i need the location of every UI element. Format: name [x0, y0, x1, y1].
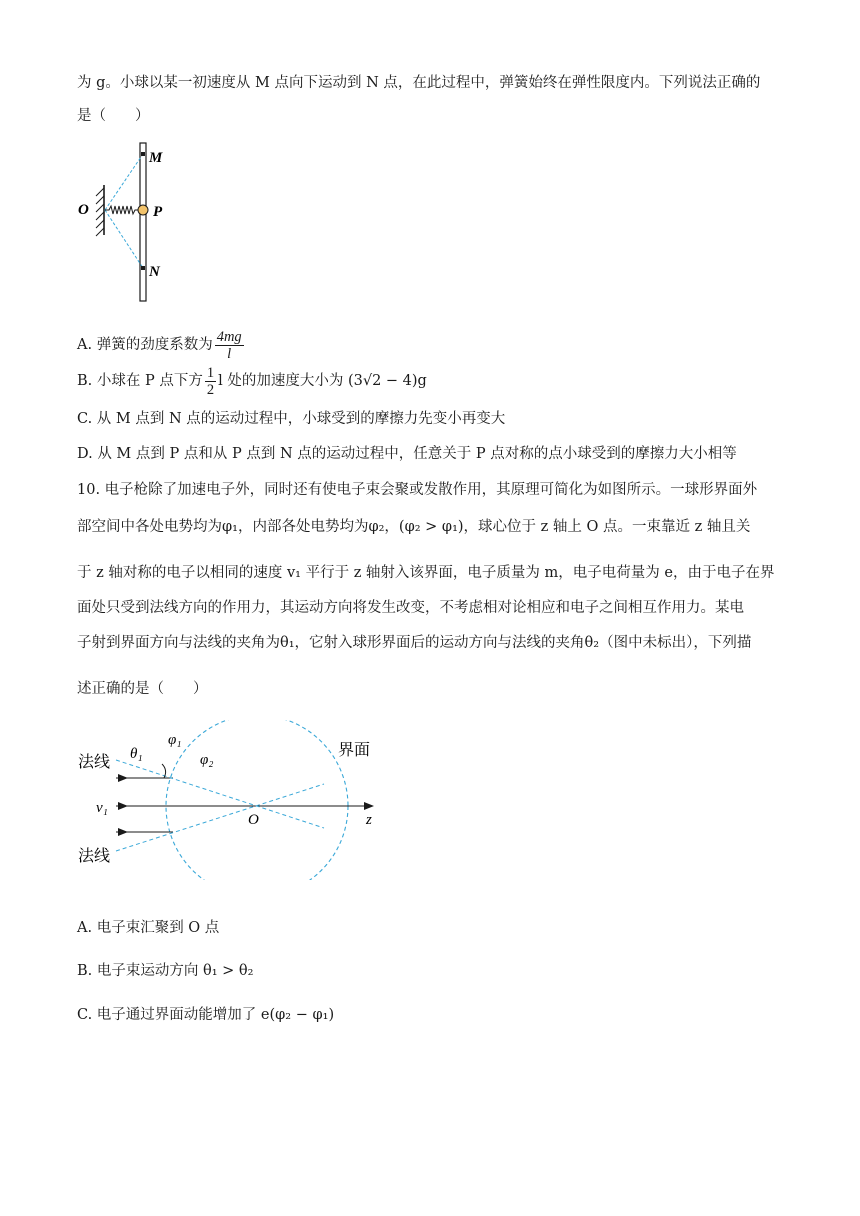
top-beam-arrow: [118, 774, 128, 782]
spring: [105, 206, 139, 214]
q9-option-a: [77, 325, 246, 365]
q9-option-a-fraction: [215, 329, 244, 362]
q10-option-b: B. 电子束运动方向 θ₁ > θ₂: [77, 963, 254, 979]
marker-M: [141, 152, 145, 156]
label-O: O: [248, 812, 259, 828]
vertical-rod: [140, 143, 146, 301]
q9-option-c: C. 从 M 点到 N 点的运动过程中，小球受到的摩擦力先变小再变大: [77, 411, 506, 427]
q9-option-d: D. 从 M 点到 P 点和从 P 点到 N 点的运动过程中，任意关于 P 点对称的点小球受到的摩擦力大小相等: [77, 446, 737, 462]
q10-line2: 部空间中各处电势均为φ₁，内部各处电势均为φ₂，(φ₂ > φ₁)，球心位于 z 轴上 O 点。一束靠近 z 轴且关: [77, 519, 751, 535]
z-axis-arrow: [364, 802, 374, 810]
q9-option-b: [77, 361, 427, 401]
q10-option-c: C. 电子通过界面动能增加了 e(φ₂ − φ₁): [77, 1007, 335, 1023]
q10-option-a: A. 电子束汇聚到 O 点: [77, 920, 220, 936]
axis-beam-arrow: [118, 802, 128, 810]
q10-line5: 子射到界面方向与法线的夹角为θ₁，它射入球形界面后的运动方向与法线的夹角θ₂（图中未标出），下列描: [77, 635, 752, 651]
label-O: O: [78, 202, 89, 218]
q9-option-b-fraction: [205, 365, 216, 398]
q9-option-b-text: B. 小球在 P 点下方: [77, 373, 203, 389]
label-phi1: φ₁: [168, 732, 182, 748]
ball: [138, 205, 148, 215]
q9-figure: [76, 140, 186, 305]
q9-option-b-denominator: 2: [206, 381, 215, 398]
label-v1: v₁: [96, 800, 108, 816]
label-normal-top: 法线: [78, 752, 111, 771]
bottom-beam-arrow: [118, 828, 128, 836]
dashed-line-ON: [105, 210, 143, 268]
label-phi2: φ₂: [200, 752, 214, 768]
spherical-interface: [166, 720, 348, 880]
q9-option-b-numerator: 1: [206, 364, 215, 381]
q10-figure: [76, 720, 386, 880]
q10-line1: 10. 电子枪除了加速电子外，同时还有使电子束会聚或发散作用，其原理可简化为如图所示。一球形界面外: [77, 482, 758, 498]
q9-stem-line1: 为 g。小球以某一初速度从 M 点向下运动到 N 点，在此过程中，弹簧始终在弹性限度内。下列说法正确的: [77, 75, 761, 91]
wall-hatching: [96, 188, 104, 236]
label-M: M: [149, 150, 163, 166]
q9-option-a-text: A. 弹簧的劲度系数为: [77, 337, 213, 353]
label-P: P: [153, 204, 163, 220]
q10-line3: 于 z 轴对称的电子以相同的速度 v₁ 平行于 z 轴射入该界面，电子质量为 m，电子电荷量为 e，由于电子在界: [77, 565, 775, 581]
q9-option-a-numerator: 4mg: [216, 328, 242, 345]
dashed-line-OM: [105, 154, 143, 210]
q9-option-b-tail: l 处的加速度大小为 (3√2 − 4)g: [218, 373, 427, 389]
marker-N: [141, 266, 145, 270]
q10-line4: 面处只受到法线方向的作用力，其运动方向将发生改变，不考虑相对论相应和电子之间相互作用力。某电: [77, 600, 744, 616]
q10-line6: 述正确的是（ ）: [77, 681, 208, 697]
label-theta1: θ₁: [130, 746, 143, 762]
q9-option-a-denominator: l: [227, 345, 232, 362]
label-interface: 界面: [338, 740, 371, 759]
label-normal-bottom: 法线: [78, 846, 111, 865]
label-z: z: [366, 812, 372, 828]
q9-stem-line2: 是（ ）: [77, 108, 150, 124]
label-N: N: [149, 264, 160, 280]
